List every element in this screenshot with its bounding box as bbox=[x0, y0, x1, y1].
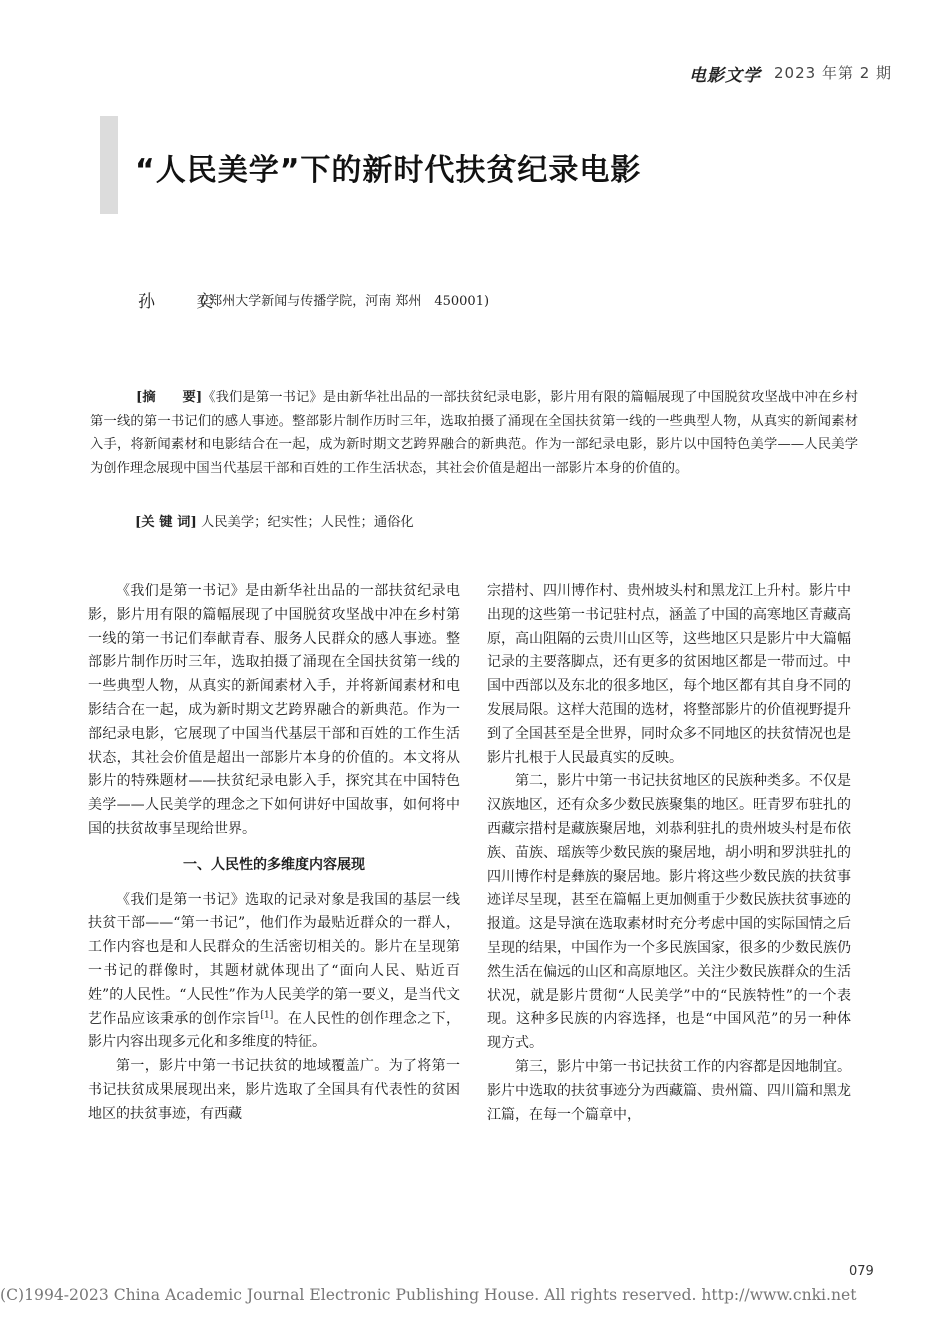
paragraph: 《我们是第一书记》是由新华社出品的一部扶贫纪录电影，影片用有限的篇幅展现了中国脱贫攻坚战中冲在乡村第一线的第一书记们奉献青春、服务人民群众的感人事迹。整部影片制作历时三年，选取拍摄了涌现在全国扶贫第一线的一些典型人物，从真实的新闻素材入手，并将新闻素材和电影结合在一起，成为新时期文艺跨界融合的新典范。作为一部纪录电影，它展现了中国当代基层干部和百姓的工作生活状态，其社会价值是超出一部影片本身的价值的。本文将从影片的特殊题材——扶贫纪录电影入手，探究其在中国特色美学——人民美学的理念之下如何讲好中国故事，如何将中国的扶贫故事呈现给世界。 bbox=[88, 583, 460, 837]
body-column-right bbox=[487, 580, 851, 1127]
body-column-left bbox=[88, 580, 460, 1127]
keywords bbox=[135, 511, 414, 530]
section-heading: 一、人民性的多维度内容展现 bbox=[183, 856, 365, 873]
paragraph: 第一，影片中第一书记扶贫的地域覆盖广。为了将第一书记扶贫成果展现出来，影片选取了全国具有代表性的贫困地区的扶贫事迹，有西藏 bbox=[88, 1058, 460, 1122]
paragraph bbox=[88, 889, 460, 1056]
author-name: 孙 奕 bbox=[138, 292, 232, 312]
paragraph: 宗措村、四川博作村、贵州坡头村和黑龙江上升村。影片中出现的这些第一书记驻村点，涵盖了中国的高寒地区青藏高原，高山阻隔的云贵川山区等，这些地区只是影片中大篇幅记录的主要落脚点，还有更多的贫困地区都是一带而过。中国中西部以及东北的很多地区，每个地区都有其自身不同的发展局限。这样大范围的选材，将整部影片的价值视野提升到了全国甚至是全世界，同时众多不同地区的扶贫情况也是影片扎根于人民最真实的反映。 bbox=[487, 583, 851, 766]
keywords-label: [关 键 词] bbox=[135, 515, 197, 530]
paragraph: 第二，影片中第一书记扶贫地区的民族种类多。不仅是汉族地区，还有众多少数民族聚集的地区。旺青罗布驻扎的西藏宗措村是藏族聚居地，刘恭利驻扎的贵州坡头村是布依族、苗族、瑶族等少数民族的聚居地，胡小明和罗洪驻扎的四川博作村是彝族的聚居地。影片将这些少数民族的扶贫事迹详尽呈现，甚至在篇幅上更加侧重于少数民族扶贫事迹的报道。这是导演在选取素材时充分考虑中国的实际国情之后呈现的结果，中国作为一个多民族国家，很多的少数民族仍然生活在偏远的山区和高原地区。关注少数民族群众的生活状况，就是影片贯彻“人民美学”中的“民族特性”的一个表现。这种多民族的内容选择，也是“中国风范”的另一种体现方式。 bbox=[487, 773, 851, 1052]
abstract-label: [摘 要] bbox=[136, 390, 203, 405]
article-title: “人民美学”下的新时代扶贫纪录电影 bbox=[135, 153, 642, 188]
issue-label: 2023 年第 2 期 bbox=[774, 64, 893, 82]
title-accent-bar bbox=[100, 116, 118, 214]
abstract bbox=[90, 386, 858, 481]
paragraph: 第三，影片中第一书记扶贫工作的内容都是因地制宜。影片中选取的扶贫事迹分为西藏篇、贵州篇、四川篇和黑龙江篇，在每一个篇章中， bbox=[487, 1058, 851, 1123]
keywords-text: 人民美学；纪实性；人民性；通俗化 bbox=[200, 515, 414, 530]
page-number: 079 bbox=[849, 1264, 874, 1279]
abstract-text: 《我们是第一书记》是由新华社出品的一部扶贫纪录电影，影片用有限的篇幅展现了中国脱贫攻坚战中冲在乡村第一线的第一书记们的感人事迹。整部影片制作历时三年，选取拍摄了涌现在全国扶贫第一线的一些典型人物，从真实的新闻素材入手，将新闻素材和电影结合在一起，成为新时期文艺跨界融合的新典范。作为一部纪录电影，影片以中国特色美学——人民美学为创作理念展现中国当代基层干部和百姓的工作生活状态，其社会价值是超出一部影片本身的价值的。 bbox=[90, 390, 858, 477]
paragraph-text: 。在人民性的创作理念之下，影片内容出现多元化和多维度的特征。 bbox=[88, 1010, 461, 1051]
journal-logo: 电影文学 bbox=[689, 66, 761, 86]
paragraph-text: 《我们是第一书记》选取的记录对象是我国的基层一线扶贫干部——“第一书记”，他们作为最贴近群众的一群人，工作内容也是和人民群众的生活密切相关的。影片在呈现第一书记的群像时，其题材就体现出了“面向人民、贴近百姓”的人民性。“人民性”作为人民美学的第一要义，是当代文艺作品应该秉承的创作宗旨 bbox=[88, 891, 460, 1027]
citation-ref: [1] bbox=[260, 1009, 274, 1020]
author-affiliation: ( 郑州大学新闻与传播学院，河南 郑州 450001) bbox=[200, 294, 490, 309]
copyright-notice: (C)1994-2023 China Academic Journal Electronic Publishing House. All rights reserved. http://www.cnki.net bbox=[0, 1286, 857, 1304]
